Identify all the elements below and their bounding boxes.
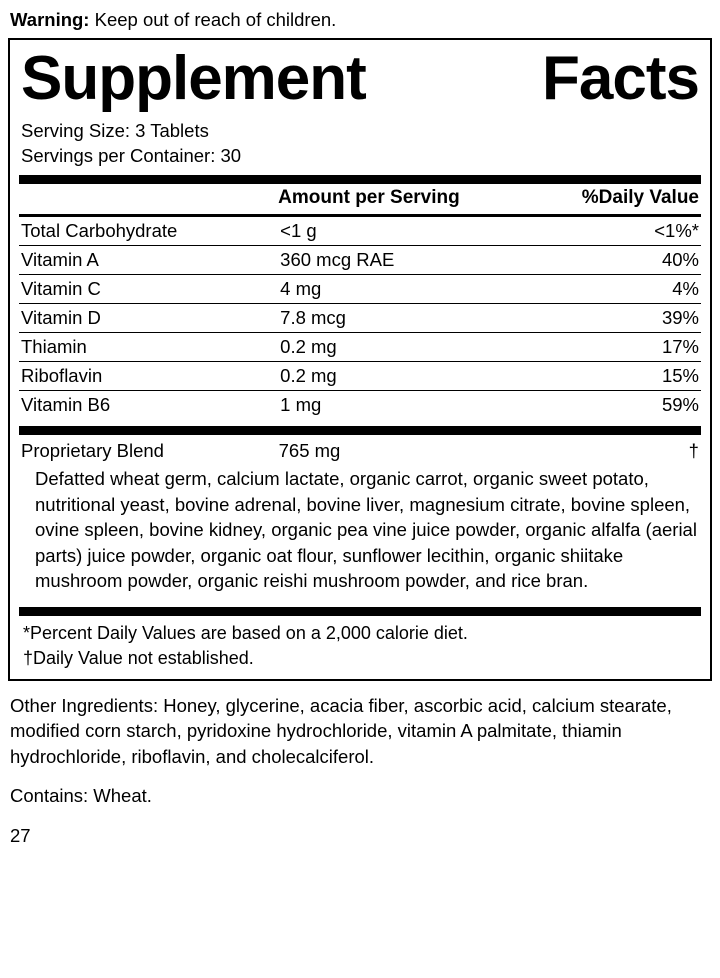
divider-thick-top	[19, 175, 701, 184]
warning-text: Keep out of reach of children.	[89, 9, 337, 30]
nutrient-name: Thiamin	[19, 333, 278, 362]
nutrient-amount: 0.2 mg	[278, 333, 524, 362]
table-row	[19, 333, 701, 362]
page-number: 27	[10, 825, 31, 846]
nutrient-amount: 4 mg	[278, 275, 524, 304]
blend-name: Proprietary Blend	[21, 440, 164, 461]
nutrient-name: Vitamin A	[19, 246, 278, 275]
footnotes	[19, 616, 701, 673]
serving-size: Serving Size: 3 Tablets	[21, 120, 209, 141]
nutrient-amount: 1 mg	[278, 391, 524, 420]
footnote-daily-values: *Percent Daily Values are based on a 2,000 calorie diet.	[23, 622, 468, 643]
nutrient-dv: 4%	[524, 275, 701, 304]
divider-thick-blend	[19, 426, 701, 435]
nutrient-amount: <1 g	[280, 220, 317, 241]
blend-amount: 765 mg	[278, 440, 341, 461]
serving-info	[19, 118, 701, 168]
footnote-dagger: †Daily Value not established.	[23, 647, 254, 668]
warning-line	[10, 8, 712, 32]
panel-title-left: Supplement	[21, 44, 366, 113]
panel-title	[19, 44, 701, 112]
proprietary-blend-row	[19, 435, 701, 464]
blend-dv: †	[688, 440, 699, 461]
table-header-row	[19, 184, 701, 214]
divider-thick-footnotes	[19, 607, 701, 616]
other-ingredients: Other Ingredients: Honey, glycerine, acacia fiber, ascorbic acid, calcium stearate, modified corn starch, pyridoxine hydrochloride, vitamin A palmitate, thiamin hydrochloride, riboflavin, and cholecalciferol.	[10, 694, 672, 767]
nutrient-dv: 59%	[524, 391, 701, 420]
nutrient-dv: 17%	[524, 333, 701, 362]
nutrient-dv: 39%	[524, 304, 701, 333]
nutrient-name: Total Carbohydrate	[21, 220, 178, 241]
nutrient-name: Riboflavin	[19, 362, 278, 391]
nutrition-table	[19, 184, 701, 214]
supplement-facts-panel	[8, 38, 712, 681]
table-row	[19, 275, 701, 304]
nutrient-rows-table	[19, 217, 701, 419]
contains-statement: Contains: Wheat.	[10, 785, 152, 806]
nutrient-amount: 0.2 mg	[278, 362, 524, 391]
table-row	[19, 362, 701, 391]
table-row	[19, 304, 701, 333]
column-header-daily-value: %Daily Value	[581, 187, 699, 208]
table-row	[19, 217, 701, 246]
blend-ingredients: Defatted wheat germ, calcium lactate, organic carrot, organic sweet potato, nutritional yeast, bovine adrenal, bovine liver, magnesium citrate, bovine spleen, ovine spleen, bovine kidney, organic pea vine juice powder, organic alfalfa (aerial parts) juice powder, organic oat flour, sunflower lecithin, organic shiitake mushroom powder, organic reishi mushroom powder, and rice bran.	[35, 468, 697, 591]
table-row	[19, 391, 701, 420]
nutrient-rows-body	[19, 217, 701, 419]
warning-label: Warning:	[10, 9, 90, 30]
nutrient-dv: <1%*	[654, 220, 699, 241]
nutrient-name: Vitamin B6	[19, 391, 278, 420]
nutrient-dv: 15%	[524, 362, 701, 391]
table-row	[19, 246, 701, 275]
panel-title-right: Facts	[542, 44, 699, 113]
nutrient-amount: 7.8 mcg	[278, 304, 524, 333]
nutrition-table-head	[19, 184, 701, 214]
servings-per-container: Servings per Container: 30	[21, 145, 242, 166]
column-header-nutrient	[19, 184, 278, 214]
nutrient-name: Vitamin C	[19, 275, 278, 304]
nutrient-name: Vitamin D	[19, 304, 278, 333]
nutrient-dv: 40%	[524, 246, 701, 275]
nutrient-amount: 360 mcg RAE	[278, 246, 524, 275]
column-header-amount: Amount per Serving	[278, 187, 460, 208]
